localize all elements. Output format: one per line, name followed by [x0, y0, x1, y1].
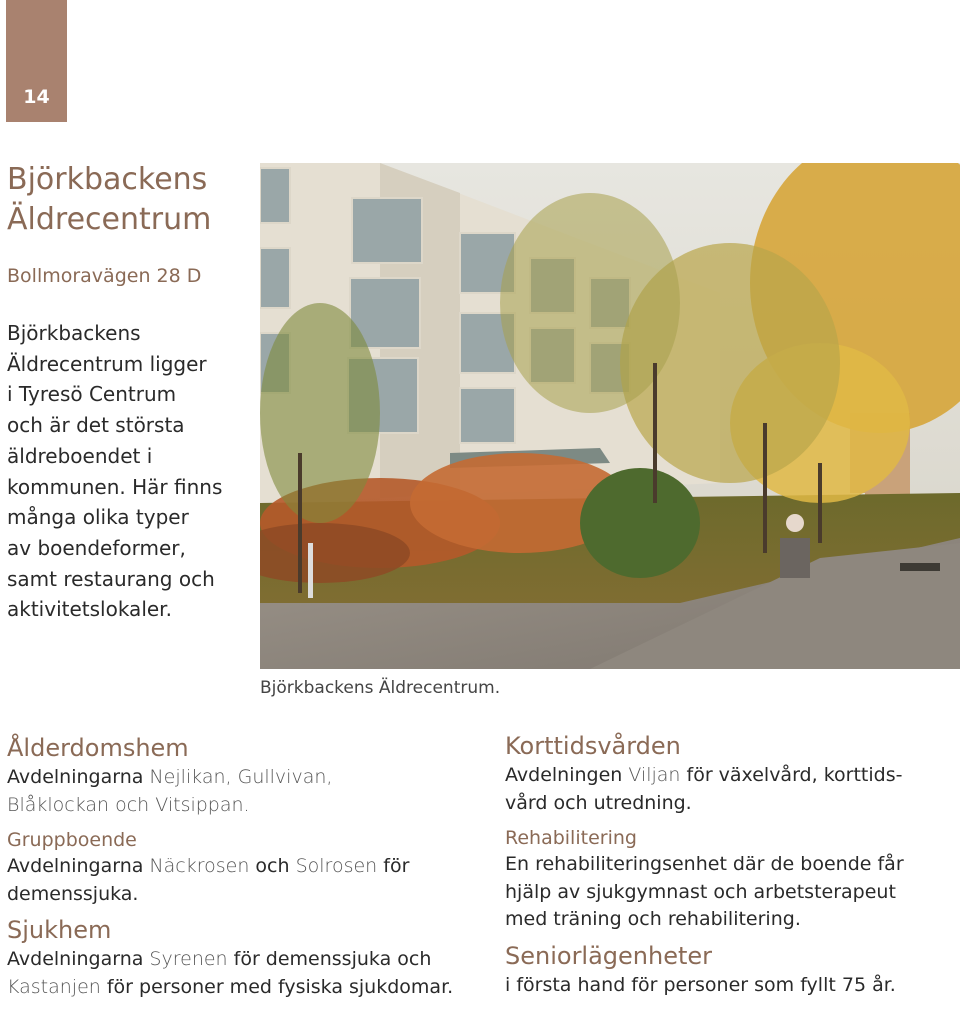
text-alderdomshem	[7, 764, 487, 819]
text-part: vård och utredning.	[505, 791, 692, 814]
intro-text	[7, 318, 257, 625]
unit-name: Näckrosen	[143, 855, 250, 877]
text-korttidsvarden	[505, 762, 960, 817]
title-line-2: Äldrecentrum	[7, 202, 212, 237]
address: Bollmoravägen 28 D	[7, 265, 202, 287]
intro-line: och är det största	[7, 413, 185, 438]
text-part: för personer med fysiska sjukdomar.	[100, 975, 454, 998]
unit-name: Syrenen	[143, 948, 228, 970]
heading-alderdomshem: Ålderdomshem	[7, 734, 189, 762]
intro-line: av boendeformer,	[7, 535, 186, 560]
intro-line: i Tyresö Centrum	[7, 382, 177, 407]
text-gruppboende	[7, 853, 487, 908]
intro-line: Äldrecentrum ligger	[7, 351, 207, 376]
heading-gruppboende: Gruppboende	[7, 829, 137, 851]
text-part: Avdelningarna	[7, 855, 144, 877]
intro-line: äldreboendet i	[7, 443, 153, 468]
text-sjukhem	[7, 946, 487, 1001]
intro-line: aktivitetslokaler.	[7, 597, 172, 622]
intro-line: Björkbackens	[7, 321, 141, 345]
text-part: för	[377, 855, 410, 877]
text-line: med träning och rehabilitering.	[505, 908, 801, 930]
text-rehabilitering	[505, 851, 960, 934]
intro-line: kommunen. Här finns	[7, 474, 223, 499]
heading-seniorlagenheter: Seniorlägenheter	[505, 941, 713, 970]
text-part: Avdelningen	[505, 764, 623, 786]
text-seniorlagenheter: i första hand för personer som fyllt 75 år.	[505, 973, 896, 996]
text-part: för demenssjuka och	[227, 948, 432, 970]
unit-names: Blåklockan och Vitsippan.	[7, 793, 250, 816]
intro-line: många olika typer	[7, 505, 189, 530]
building-photo	[260, 163, 960, 669]
text-part: demenssjuka.	[7, 882, 139, 905]
photo-caption: Björkbackens Äldrecentrum.	[260, 678, 501, 698]
unit-name: Viljan	[622, 764, 681, 786]
text-part: Avdelningarna	[7, 766, 144, 788]
text-line: hjälp av sjukgymnast och arbetsterapeut	[505, 880, 896, 903]
unit-names: Nejlikan, Gullvivan,	[143, 766, 333, 788]
text-line: En rehabiliteringsenhet där de boende får	[505, 853, 904, 875]
right-column	[505, 730, 960, 999]
unit-name: Kastanjen	[7, 975, 101, 998]
text-part: och	[249, 855, 296, 877]
left-column	[7, 732, 487, 1001]
building-photo-illustration	[260, 163, 960, 669]
page-number-tab	[6, 0, 67, 122]
text-part: för växelvård, korttids-	[680, 764, 903, 786]
page-number: 14	[23, 86, 50, 108]
heading-rehabilitering: Rehabilitering	[505, 827, 637, 849]
unit-name: Solrosen	[295, 855, 378, 877]
page-title	[7, 160, 247, 240]
title-line-1: Björkbackens	[7, 162, 208, 197]
text-part: Avdelningarna	[7, 948, 144, 970]
intro-line: samt restaurang och	[7, 566, 215, 591]
heading-korttidsvarden: Korttidsvården	[505, 732, 681, 760]
heading-sjukhem: Sjukhem	[7, 916, 112, 944]
